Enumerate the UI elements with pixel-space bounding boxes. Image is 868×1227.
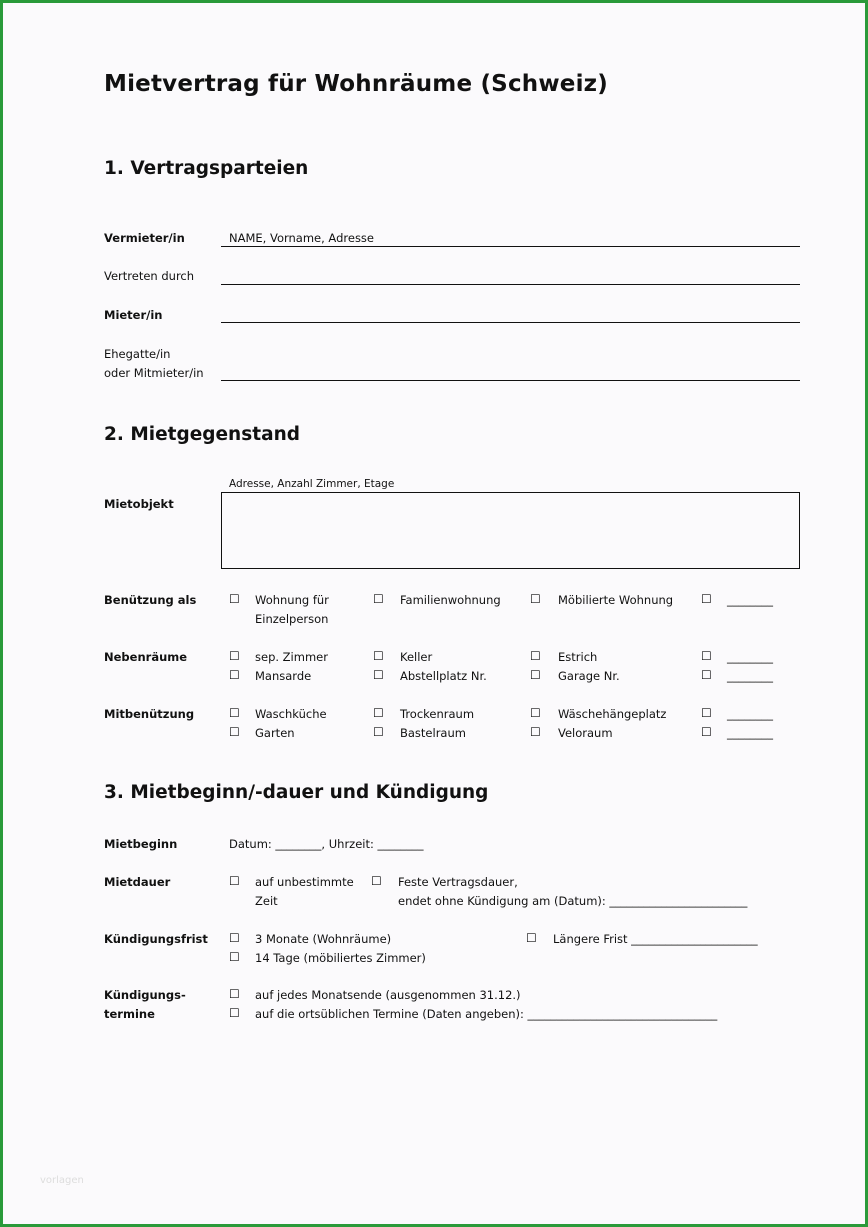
vermieter-hint: NAME, Vorname, Adresse — [229, 231, 375, 245]
checkbox-keller[interactable]: ☐ — [373, 649, 384, 663]
option-estrich: Estrich — [558, 650, 598, 664]
option-keller: Keller — [400, 650, 433, 664]
option-feste-dauer-line1: Feste Vertragsdauer, — [398, 875, 518, 889]
option-einzelperson-line2: Einzelperson — [255, 612, 329, 626]
option-einzelperson-line1: Wohnung für — [255, 593, 329, 607]
checkbox-estrich[interactable]: ☐ — [530, 649, 541, 663]
ehegatte-label-line2: oder Mitmieter/in — [104, 366, 204, 380]
mietbeginn-label: Mietbeginn — [104, 837, 178, 851]
neben-other-blank-1[interactable]: ________ — [727, 650, 773, 664]
option-waschkueche: Waschküche — [255, 707, 327, 721]
checkbox-mit-other-2[interactable]: ☐ — [701, 725, 712, 739]
option-familienwohnung: Familienwohnung — [400, 593, 501, 607]
checkbox-neben-other-2[interactable]: ☐ — [701, 668, 712, 682]
kuendigungsfrist-label: Kündigungsfrist — [104, 932, 208, 946]
mit-other-blank-2[interactable]: ________ — [727, 726, 773, 740]
checkbox-abstellplatz[interactable]: ☐ — [373, 668, 384, 682]
checkbox-neben-other-1[interactable]: ☐ — [701, 649, 712, 663]
checkbox-moebilierte-wohnung[interactable]: ☐ — [530, 592, 541, 606]
option-3-monate: 3 Monate (Wohnräume) — [255, 932, 392, 946]
option-garage: Garage Nr. — [558, 669, 620, 683]
mieter-label: Mieter/in — [104, 308, 163, 322]
checkbox-mansarde[interactable]: ☐ — [229, 668, 240, 682]
vermieter-field[interactable] — [221, 246, 800, 247]
option-waeschehaengeplatz: Wäschehängeplatz — [558, 707, 667, 721]
document-title: Mietvertrag für Wohnräume (Schweiz) — [104, 71, 608, 97]
vertreten-field[interactable] — [221, 284, 800, 285]
option-sep-zimmer: sep. Zimmer — [255, 650, 328, 664]
vermieter-label: Vermieter/in — [104, 231, 185, 245]
watermark: vorlagen — [40, 1175, 84, 1186]
kuendigungstermine-label-line1: Kündigungs- — [104, 988, 186, 1002]
checkbox-14-tage[interactable]: ☐ — [229, 950, 240, 964]
checkbox-laengere-frist[interactable]: ☐ — [526, 931, 537, 945]
checkbox-veloraum[interactable]: ☐ — [530, 725, 541, 739]
mietbeginn-fields[interactable]: Datum: ________, Uhrzeit: ________ — [229, 837, 424, 851]
option-14-tage: 14 Tage (möbiliertes Zimmer) — [255, 951, 426, 965]
option-garten: Garten — [255, 726, 295, 740]
mietobjekt-hint: Adresse, Anzahl Zimmer, Etage — [229, 478, 395, 490]
checkbox-trockenraum[interactable]: ☐ — [373, 706, 384, 720]
nebenraeume-label: Nebenräume — [104, 650, 188, 664]
mietdauer-label: Mietdauer — [104, 875, 171, 889]
benuetzung-label: Benützung als — [104, 593, 197, 607]
mit-other-blank-1[interactable]: ________ — [727, 707, 773, 721]
checkbox-mit-other-1[interactable]: ☐ — [701, 706, 712, 720]
option-laengere-frist[interactable]: Längere Frist ______________________ — [553, 932, 758, 946]
checkbox-feste-dauer[interactable]: ☐ — [371, 874, 382, 888]
checkbox-bastelraum[interactable]: ☐ — [373, 725, 384, 739]
option-bastelraum: Bastelraum — [400, 726, 466, 740]
option-ortsueblich[interactable]: auf die ortsüblichen Termine (Daten angeben): _________________________________ — [255, 1007, 718, 1021]
mieter-field[interactable] — [221, 322, 800, 323]
option-feste-dauer-line2[interactable]: endet ohne Kündigung am (Datum): ________________________ — [398, 894, 748, 908]
kuendigungstermine-label-line2: termine — [104, 1007, 155, 1021]
mietobjekt-label: Mietobjekt — [104, 497, 174, 511]
checkbox-waeschehaengeplatz[interactable]: ☐ — [530, 706, 541, 720]
checkbox-einzelperson[interactable]: ☐ — [229, 592, 240, 606]
option-abstellplatz: Abstellplatz Nr. — [400, 669, 487, 683]
benuetzung-other-blank[interactable]: ________ — [727, 593, 773, 607]
section-2-heading: 2. Mietgegenstand — [104, 424, 300, 445]
checkbox-monatsende[interactable]: ☐ — [229, 987, 240, 1001]
checkbox-3-monate[interactable]: ☐ — [229, 931, 240, 945]
option-monatsende: auf jedes Monatsende (ausgenommen 31.12.) — [255, 988, 521, 1002]
checkbox-garten[interactable]: ☐ — [229, 725, 240, 739]
option-mansarde: Mansarde — [255, 669, 312, 683]
ehegatte-label-line1: Ehegatte/in — [104, 347, 171, 361]
checkbox-benuetzung-other[interactable]: ☐ — [701, 592, 712, 606]
option-trockenraum: Trockenraum — [400, 707, 475, 721]
option-unbestimmt-line2: Zeit — [255, 894, 278, 908]
checkbox-ortsueblich[interactable]: ☐ — [229, 1006, 240, 1020]
section-1-heading: 1. Vertragsparteien — [104, 158, 309, 179]
option-moebilierte-wohnung: Möbilierte Wohnung — [558, 593, 674, 607]
neben-other-blank-2[interactable]: ________ — [727, 669, 773, 683]
checkbox-garage[interactable]: ☐ — [530, 668, 541, 682]
ehegatte-field[interactable] — [221, 380, 800, 381]
option-unbestimmt-line1: auf unbestimmte — [255, 875, 354, 889]
checkbox-unbestimmt[interactable]: ☐ — [229, 874, 240, 888]
checkbox-waschkueche[interactable]: ☐ — [229, 706, 240, 720]
vertreten-label: Vertreten durch — [104, 269, 195, 283]
mietobjekt-textbox[interactable] — [221, 492, 800, 569]
mitbenuetzung-label: Mitbenützung — [104, 707, 195, 721]
section-3-heading: 3. Mietbeginn/-dauer und Kündigung — [104, 782, 489, 803]
option-veloraum: Veloraum — [558, 726, 613, 740]
checkbox-sep-zimmer[interactable]: ☐ — [229, 649, 240, 663]
checkbox-familienwohnung[interactable]: ☐ — [373, 592, 384, 606]
